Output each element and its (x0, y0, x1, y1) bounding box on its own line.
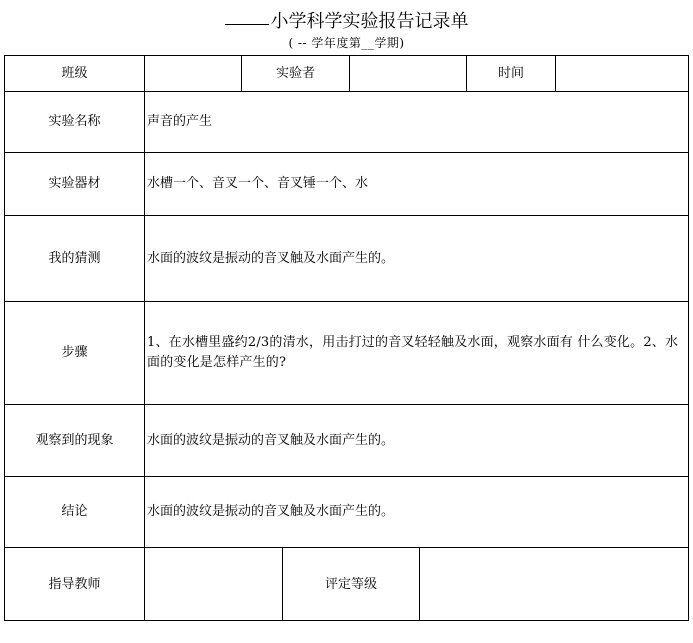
experimenter-label: 实验者 (275, 65, 315, 81)
report-table (4, 55, 689, 621)
title-blank (225, 6, 269, 25)
equipment-label: 实验器材 (48, 176, 101, 191)
teacher-field[interactable] (145, 548, 282, 621)
experiment-name-label: 实验名称 (48, 114, 101, 129)
class-field[interactable] (145, 56, 241, 91)
experimenter-field[interactable] (350, 56, 466, 91)
steps-value: 1、在水槽里盛约2/3的清水，用击打过的音叉轻轻触及水面，观察水面有 什么变化。2、水面的变化是怎样产生的? (147, 335, 679, 370)
conclusion-value: 水面的波纹是振动的音叉触及水面产生的。 (147, 504, 395, 519)
grade-label: 评定等级 (324, 576, 377, 592)
conclusion-label: 结论 (61, 504, 88, 519)
page-title (0, 6, 693, 35)
experiment-name-value: 声音的产生 (147, 114, 213, 129)
title-text: 小学科学实验报告记录单 (270, 11, 469, 32)
observation-value: 水面的波纹是振动的音叉触及水面产生的。 (147, 432, 395, 448)
grade-field[interactable] (420, 548, 688, 621)
observation-label: 观察到的现象 (35, 432, 114, 448)
hypothesis-label: 我的猜测 (48, 250, 101, 266)
hypothesis-value: 水面的波纹是振动的音叉触及水面产生的。 (147, 250, 395, 266)
steps-label: 步骤 (61, 345, 88, 360)
class-label: 班级 (61, 65, 88, 81)
page-subtitle: ( -- 学年度第__学期) (288, 36, 405, 50)
equipment-value: 水槽一个、音叉一个、音叉锤一个、水 (147, 176, 369, 191)
teacher-label: 指导教师 (48, 576, 101, 592)
time-field[interactable] (556, 56, 688, 91)
time-label: 时间 (497, 65, 524, 81)
